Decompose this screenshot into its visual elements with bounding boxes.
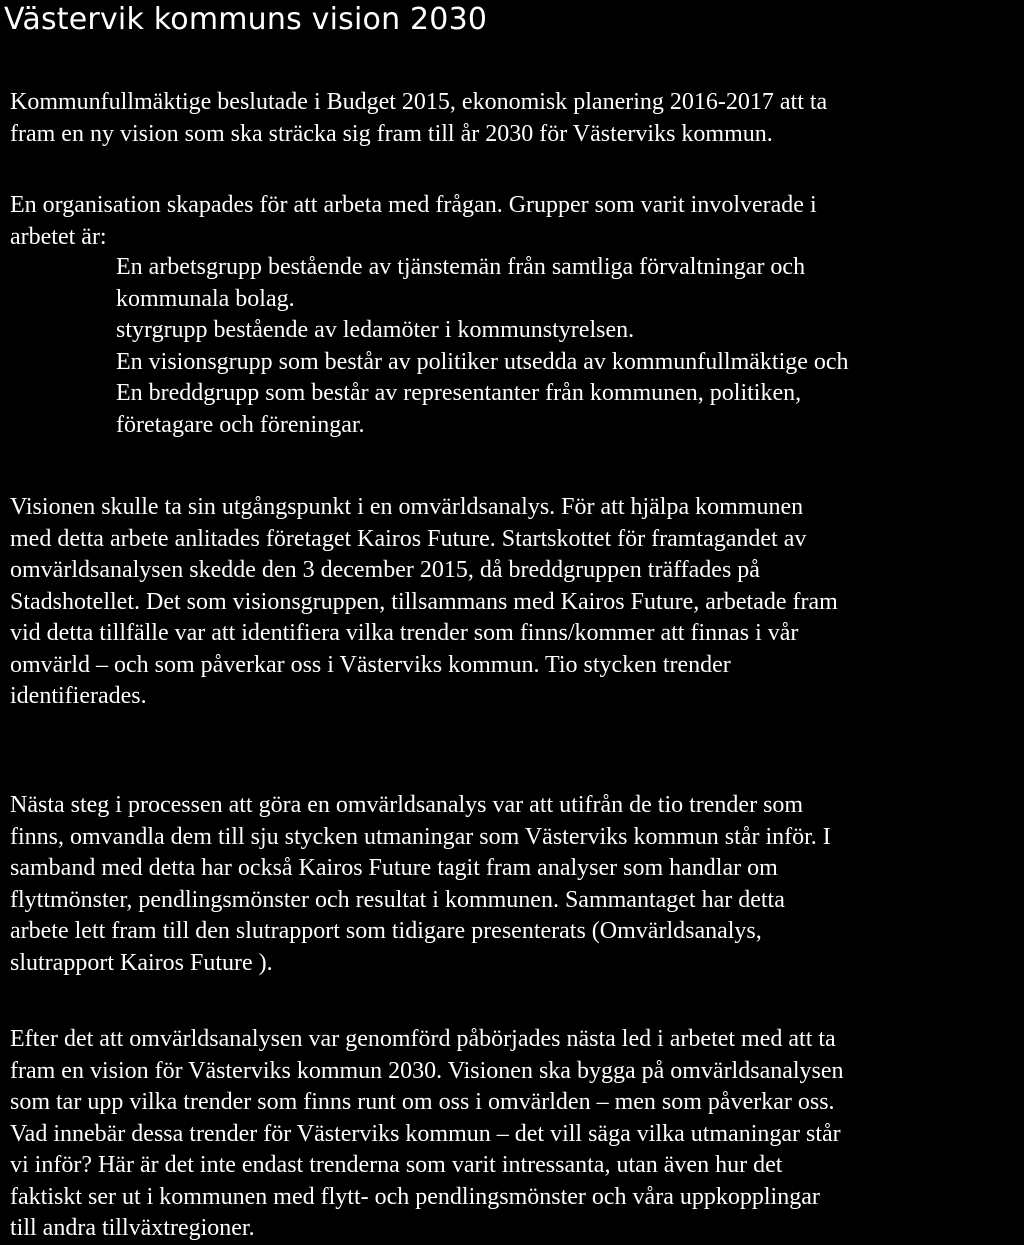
list-item: företagare och föreningar. (116, 411, 365, 438)
text-line: En organisation skapades för att arbeta med frågan. Grupper som varit involverade i (10, 192, 817, 218)
text-line: fram en ny vision som ska sträcka sig fram till år 2030 för Västerviks kommun. (10, 120, 773, 147)
text-line: Stadshotellet. Det som visionsgruppen, tillsammans med Kairos Future, arbetade fram (10, 588, 838, 615)
paragraph-organisation (10, 190, 1020, 253)
paragraph-next-step (10, 790, 1022, 979)
list-item: En visionsgrupp som består av politiker utsedda av kommunfullmäktige och (116, 348, 849, 375)
text-line: faktiskt ser ut i kommunen med flytt- och pendlingsmönster och våra uppkopplingar (10, 1183, 820, 1210)
text-line: identifierades. (10, 683, 147, 709)
text-line: samband med detta har också Kairos Future tagit fram analyser som handlar om (10, 855, 778, 881)
list-item: styrgrupp bestående av ledamöter i kommunstyrelsen. (116, 317, 635, 343)
text-line: Visionen skulle ta sin utgångspunkt i en omvärldsanalys. För att hjälpa kommunen (10, 494, 804, 520)
text-line: Nästa steg i processen att göra en omvärldsanalys var att utifrån de tio trender som (10, 792, 804, 818)
text-line: Efter det att omvärldsanalysen var genomförd påbörjades nästa led i arbetet med att ta (10, 1026, 836, 1052)
text-line: med detta arbete anlitades företaget Kairos Future. Startskottet för framtagandet av (10, 525, 807, 552)
text-line: Vad innebär dessa trender för Västerviks kommun – det vill säga vilka utmaningar står (10, 1120, 841, 1147)
page-title: Västervik kommuns vision 2030 (4, 2, 488, 37)
text-line: flyttmönster, pendlingsmönster och resultat i kommunen. Sammantaget har detta (10, 886, 785, 913)
text-line: omvärld – och som påverkar oss i Västerviks kommun. Tio stycken trender (10, 651, 731, 678)
list-item: kommunala bolag. (116, 285, 295, 312)
text-line: slutrapport Kairos Future ). (10, 949, 273, 976)
text-line: finns, omvandla dem till sju stycken utmaningar som Västerviks kommun står inför. I (10, 823, 831, 850)
text-line: vid detta tillfälle var att identifiera vilka trender som finns/kommer att finnas i vår (10, 620, 799, 646)
text-line: Kommunfullmäktige beslutade i Budget 2015, ekonomisk planering 2016-2017 att ta (10, 89, 828, 115)
text-line: arbete lett fram till den slutrapport som tidigare presenterats (Omvärldsanalys, (10, 918, 762, 944)
paragraph-budget-decision (10, 87, 1020, 150)
text-line: som tar upp vilka trender som finns runt om oss i omvärlden – men som påverkar oss. (10, 1089, 835, 1115)
text-line: arbetet är: (10, 223, 107, 250)
text-line: omvärldsanalysen skedde den 3 december 2015, då breddgruppen träffades på (10, 557, 760, 583)
text-line: vi inför? Här är det inte endast trenderna som varit intressanta, utan även hur det (10, 1152, 783, 1178)
paragraph-omvarldsanalys (10, 492, 1022, 713)
text-line: fram en vision för Västerviks kommun 2030. Visionen ska bygga på omvärldsanalysen (10, 1057, 844, 1084)
text-line: till andra tillväxtregioner. (10, 1215, 255, 1241)
list-item: En arbetsgrupp bestående av tjänstemän från samtliga förvaltningar och (116, 254, 806, 280)
paragraph-vision-work (10, 1024, 1022, 1245)
list-item: En breddgrupp som består av representanter från kommunen, politiken, (116, 380, 802, 406)
group-list (116, 252, 1021, 441)
